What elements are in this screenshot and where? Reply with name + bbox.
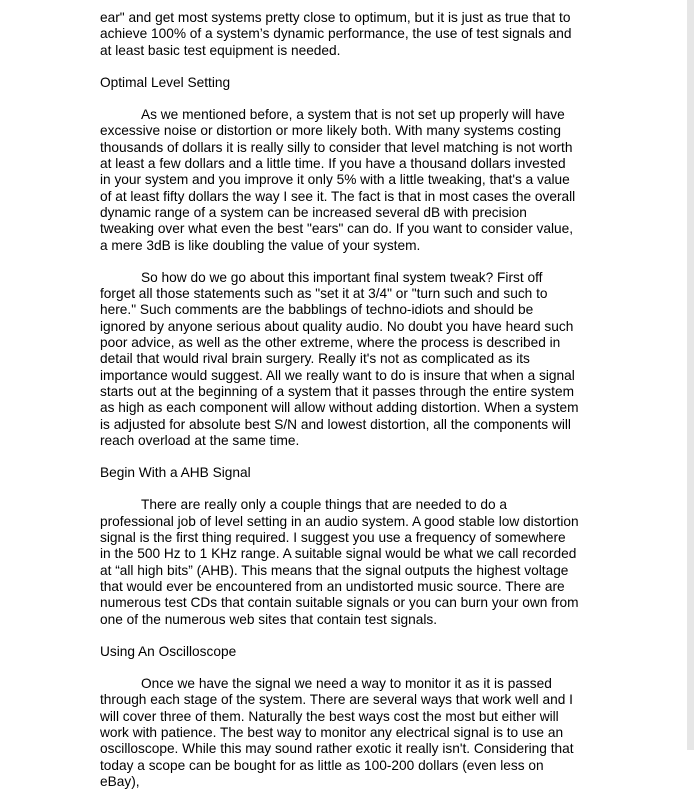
heading-optimal-level-setting: Optimal Level Setting: [100, 74, 231, 90]
paragraph-intro-continuation: ear" and get most systems pretty close to optimum, but it is just as true that to achieve 100% of a system’s dynamic performance, the use of test signals and at least basic test equipment is needed.: [100, 10, 572, 58]
document-body: [100, 10, 580, 806]
paragraph-oscilloscope: Once we have the signal we need a way to monitor it as it is passed through each stage of the system. There are several ways that work well and I will cover three of them. Naturally the best ways cost the most but either will work with patience. The best way to monitor any electrical signal is to use an oscilloscope. While this may sound rather exotic it really isn't. Considering that today a scope can be bought for as little as 100-200 dollars (even less on eBay),: [100, 676, 574, 789]
heading-using-an-oscilloscope: Using An Oscilloscope: [100, 643, 237, 659]
paragraph-ahb-signal: There are really only a couple things that are needed to do a professional job of level setting in an audio system. A good stable low distortion signal is the first thing required. I suggest you use a frequency of somewhere in the 500 Hz to 1 KHz range. A suitable signal would be what we call recorded at “all high bits” (AHB). This means that the signal outputs the highest voltage that would ever be encountered from an undistorted music source. There are numerous test CDs that contain suitable signals or you can burn your own from one of the numerous web sites that contain test signals.: [100, 497, 579, 627]
heading-begin-with-ahb-signal: Begin With a AHB Signal: [100, 465, 251, 481]
paragraph-optimal-level-2: So how do we go about this important final system tweak? First off forget all those statements such as "set it at 3/4" or "turn such and such to here." Such comments are the babblings of techno-idiots and should be ignored by anyone serious about quality audio. No doubt you have heard such poor advice, as well as the other extreme, where the process is described in detail that would rival brain surgery. Really it's not as complicated as its importance would suggest. All we really want to do is insure that when a signal starts out at the beginning of a system that it passes through the entire system as high as each component will allow without adding distortion. When a system is adjusted for absolute best S/N and lowest distortion, all the components will reach overload at the same time.: [100, 269, 579, 448]
paragraph-optimal-level-1: As we mentioned before, a system that is not set up properly will have excessive noise or distortion or more likely both. With many systems costing thousands of dollars it is really silly to consider that level matching is not worth at least a few dollars and a little time. If you have a thousand dollars invested in your system and you improve it only 5% with a little tweaking, that's a value of at least fifty dollars the way I see it. The fact is that in most cases the overall dynamic range of a system can be increased several dB with precision tweaking over what even the best "ears" can do. If you want to consider value, a mere 3dB is like doubling the value of your system.: [100, 107, 576, 253]
scrollbar-track[interactable]: [687, 0, 694, 750]
